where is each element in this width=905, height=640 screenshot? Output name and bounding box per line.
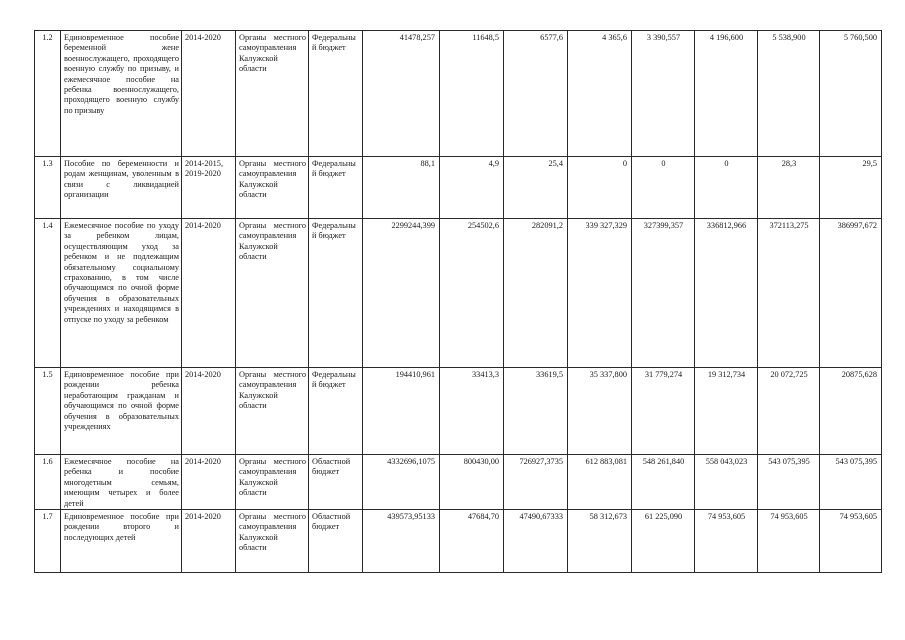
value-total: 194410,961 (363, 368, 440, 455)
table-row (35, 510, 882, 573)
value-2015: 25,4 (504, 157, 568, 219)
value-2014: 33413,3 (440, 368, 504, 455)
value-2014: 254502,6 (440, 219, 504, 368)
period: 2014-2015, 2019-2020 (182, 157, 236, 219)
value-2019: 20 072,725 (758, 368, 820, 455)
period: 2014-2020 (182, 510, 236, 573)
funding-source: Областной бюджет (309, 510, 363, 573)
value-2017: 548 261,840 (632, 455, 695, 510)
table-row (35, 157, 882, 219)
value-total: 439573,95133 (363, 510, 440, 573)
value-2020: 543 075,395 (820, 455, 882, 510)
funding-source: Федеральный бюджет (309, 219, 363, 368)
table-body (35, 31, 882, 573)
value-2018: 558 043,023 (695, 455, 758, 510)
value-2017: 327399,357 (632, 219, 695, 368)
value-2020: 20875,628 (820, 368, 882, 455)
row-number: 1.2 (35, 31, 61, 157)
executor: Органы местного самоуправления Калужской области (236, 455, 309, 510)
measure-name: Единовременное пособие при рождении второго и последующих детей (61, 510, 182, 573)
value-2017: 61 225,090 (632, 510, 695, 573)
value-2014: 47684,70 (440, 510, 504, 573)
period: 2014-2020 (182, 219, 236, 368)
value-2014: 11648,5 (440, 31, 504, 157)
value-2017: 3 390,557 (632, 31, 695, 157)
row-number: 1.6 (35, 455, 61, 510)
value-2017: 0 (632, 157, 695, 219)
row-number: 1.4 (35, 219, 61, 368)
row-number: 1.7 (35, 510, 61, 573)
value-2018: 336812,966 (695, 219, 758, 368)
row-number: 1.5 (35, 368, 61, 455)
value-2018: 19 312,734 (695, 368, 758, 455)
value-2014: 800430,00 (440, 455, 504, 510)
measure-name: Ежемесячное пособие по уходу за ребенком лицам, осуществляющим уход за ребенком и не подлежащим обязательному социальному страхованию, в том числе обучающимся по очной форме обучения в образовательных учреждениях и находящимся в отпуске по уходу за ребенком (61, 219, 182, 368)
value-2015: 282091,2 (504, 219, 568, 368)
value-total: 2299244,399 (363, 219, 440, 368)
period: 2014-2020 (182, 31, 236, 157)
funding-source: Федеральный бюджет (309, 368, 363, 455)
budget-table-sheet (34, 30, 881, 573)
value-2016: 35 337,800 (568, 368, 632, 455)
value-2015: 47490,67333 (504, 510, 568, 573)
value-2020: 29,5 (820, 157, 882, 219)
value-2015: 33619,5 (504, 368, 568, 455)
value-2016: 4 365,6 (568, 31, 632, 157)
executor: Органы местного самоуправления Калужской области (236, 368, 309, 455)
measure-name: Единовременное пособие при рождении ребенка неработающим гражданам и обучающимся по очной форме обучения в образовательных учреждениях (61, 368, 182, 455)
value-2016: 0 (568, 157, 632, 219)
table-row (35, 31, 882, 157)
value-2019: 28,3 (758, 157, 820, 219)
period: 2014-2020 (182, 455, 236, 510)
executor: Органы местного самоуправления Калужской области (236, 219, 309, 368)
executor: Органы местного самоуправления Калужской области (236, 31, 309, 157)
funding-source: Федеральный бюджет (309, 157, 363, 219)
funding-source: Федеральный бюджет (309, 31, 363, 157)
measure-name: Пособие по беременности и родам женщинам, уволенным в связи с ликвидацией организации (61, 157, 182, 219)
value-total: 41478,257 (363, 31, 440, 157)
table-row (35, 455, 882, 510)
value-2020: 5 760,500 (820, 31, 882, 157)
measure-name: Единовременное пособие беременной жене военнослужащего, проходящего военную службу по призыву, и ежемесячное пособие на ребенка военнослужащего, проходящего военную службу по призыву (61, 31, 182, 157)
funding-source: Областной бюджет (309, 455, 363, 510)
value-total: 88,1 (363, 157, 440, 219)
value-2018: 4 196,600 (695, 31, 758, 157)
row-number: 1.3 (35, 157, 61, 219)
measure-name: Ежемесячное пособие на ребенка и пособие многодетным семьям, имеющим четырех и более детей (61, 455, 182, 510)
value-2019: 5 538,900 (758, 31, 820, 157)
value-2016: 339 327,329 (568, 219, 632, 368)
value-2018: 74 953,605 (695, 510, 758, 573)
value-2020: 386997,672 (820, 219, 882, 368)
executor: Органы местного самоуправления Калужской области (236, 510, 309, 573)
value-2020: 74 953,605 (820, 510, 882, 573)
value-2019: 372113,275 (758, 219, 820, 368)
table-row (35, 219, 882, 368)
value-2015: 726927,3735 (504, 455, 568, 510)
value-2016: 612 883,081 (568, 455, 632, 510)
value-2019: 543 075,395 (758, 455, 820, 510)
executor: Органы местного самоуправления Калужской области (236, 157, 309, 219)
value-2016: 58 312,673 (568, 510, 632, 573)
table-row (35, 368, 882, 455)
budget-table (34, 30, 882, 573)
value-2014: 4,9 (440, 157, 504, 219)
value-2015: 6577,6 (504, 31, 568, 157)
value-total: 4332696,1075 (363, 455, 440, 510)
value-2017: 31 779,274 (632, 368, 695, 455)
value-2018: 0 (695, 157, 758, 219)
period: 2014-2020 (182, 368, 236, 455)
value-2019: 74 953,605 (758, 510, 820, 573)
